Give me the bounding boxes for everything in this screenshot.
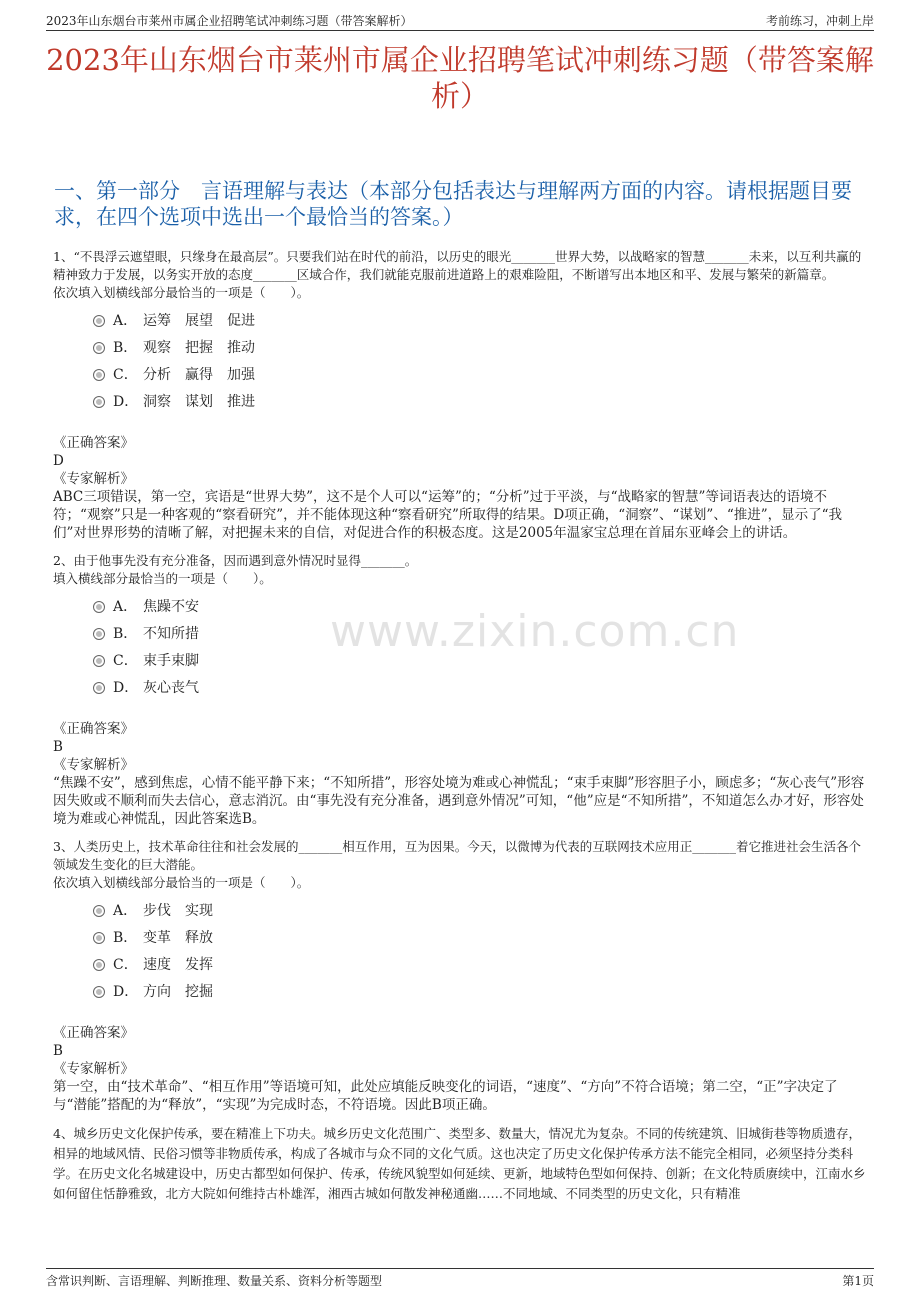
- answer-value: D: [53, 453, 64, 469]
- analysis-text: “焦躁不安”，感到焦虑，心情不能平静下来；“不知所措”，形容处境为难或心神慌乱；“束手束脚”形容胆子小，顾虑多；“灰心丧气”形容因失败或不顺利而失去信心，意志消沉。由“事先没有充分准备，遇到意外情况”可知，“他”应是“不知所措”，不知道怎么办才好，形容处境为难或心神慌乱，因此答案选B。: [53, 775, 865, 827]
- option-label: A．: [113, 903, 138, 919]
- option-b[interactable]: [93, 621, 870, 648]
- footer-topics: 含常识判断、言语理解、判断推理、数量关系、资料分析等题型: [46, 1274, 383, 1288]
- option-text: 灰心丧气: [143, 680, 199, 696]
- radio-icon[interactable]: [93, 342, 105, 354]
- radio-icon[interactable]: [93, 396, 105, 408]
- document-title: 2023年山东烟台市莱州市属企业招聘笔试冲刺练习题（带答案解析）: [46, 43, 874, 113]
- option-label: D．: [113, 984, 139, 1000]
- option-text: 运筹 展望 促进: [143, 313, 255, 329]
- option-text: 分析 赢得 加强: [143, 367, 255, 383]
- option-text: 束手束脚: [143, 653, 199, 669]
- option-d[interactable]: [93, 389, 870, 416]
- option-label: C．: [113, 653, 138, 669]
- radio-icon[interactable]: [93, 959, 105, 971]
- option-a[interactable]: [93, 594, 870, 621]
- question-3: [53, 838, 870, 1114]
- option-a[interactable]: [93, 308, 870, 335]
- radio-icon[interactable]: [93, 905, 105, 917]
- question-text: 2、由于他事先没有充分准备，因而遇到意外情况时显得_______。: [53, 553, 418, 568]
- answer-heading: 《正确答案》: [53, 1025, 134, 1041]
- option-list: [93, 594, 870, 702]
- question-text: 3、人类历史上，技术革命往往和社会发展的_______相互作用，互为因果。今天，以微博为代表的互联网技术应用正_______着它推进社会生活各个领域发生变化的巨大潜能。: [53, 839, 861, 872]
- option-text: 观察 把握 推动: [143, 340, 255, 356]
- answer-heading: 《正确答案》: [53, 435, 134, 451]
- option-text: 方向 挖掘: [143, 984, 213, 1000]
- analysis-text: 第一空，由“技术革命”、“相互作用”等语境可知，此处应填能反映变化的词语，“速度”、“方向”不符合语境；第二空，“正”字决定了与“潜能”搭配的为“释放”，“实现”为完成时态，不符语境。因此B项正确。: [53, 1079, 838, 1113]
- option-label: B．: [113, 930, 138, 946]
- option-label: D．: [113, 680, 139, 696]
- option-c[interactable]: [93, 362, 870, 389]
- option-a[interactable]: [93, 898, 870, 925]
- header-doc-title: 2023年山东烟台市莱州市属企业招聘笔试冲刺练习题（带答案解析）: [46, 14, 413, 28]
- watermark: www.zixin.com.cn: [330, 606, 740, 657]
- option-c[interactable]: [93, 952, 870, 979]
- option-text: 焦躁不安: [143, 599, 199, 615]
- option-d[interactable]: [93, 675, 870, 702]
- option-label: D．: [113, 394, 139, 410]
- radio-icon[interactable]: [93, 601, 105, 613]
- answer-block: [53, 720, 870, 774]
- option-label: B．: [113, 626, 138, 642]
- option-label: B．: [113, 340, 138, 356]
- option-label: C．: [113, 367, 138, 383]
- question-instruction: 依次填入划横线部分最恰当的一项是（ ）。: [53, 285, 310, 300]
- page-footer: [46, 1268, 874, 1287]
- option-c[interactable]: [93, 648, 870, 675]
- question-instruction: 依次填入划横线部分最恰当的一项是（ ）。: [53, 875, 310, 890]
- answer-heading: 《正确答案》: [53, 721, 134, 737]
- questions-content: [53, 248, 870, 1212]
- option-d[interactable]: [93, 979, 870, 1006]
- radio-icon[interactable]: [93, 682, 105, 694]
- analysis-heading: 《专家解析》: [53, 1061, 134, 1077]
- analysis-heading: 《专家解析》: [53, 757, 134, 773]
- question-1: [53, 248, 870, 542]
- answer-block: [53, 434, 870, 488]
- answer-block: [53, 1024, 870, 1078]
- option-text: 不知所措: [143, 626, 199, 642]
- answer-value: B: [53, 1043, 63, 1059]
- analysis-heading: 《专家解析》: [53, 471, 134, 487]
- radio-icon[interactable]: [93, 986, 105, 998]
- radio-icon[interactable]: [93, 655, 105, 667]
- option-label: C．: [113, 957, 138, 973]
- option-text: 变革 释放: [143, 930, 213, 946]
- header-slogan: 考前练习，冲刺上岸: [765, 14, 874, 28]
- option-list: [93, 308, 870, 416]
- option-text: 速度 发挥: [143, 957, 213, 973]
- option-list: [93, 898, 870, 1006]
- question-instruction: 填入横线部分最恰当的一项是（ ）。: [53, 571, 272, 586]
- question-text: 4、城乡历史文化保护传承，要在精准上下功夫。城乡历史文化范围广、类型多、数量大，情况尤为复杂。不同的传统建筑、旧城街巷等物质遗存，相异的地域风情、民俗习惯等非物质传承，构成了各城市与众不同的文化气质。这也决定了历史文化保护传承方法不能完全相同，必须坚持分类科学。在历史文化名城建设中，历史古都型如何保护、传承，传统风貌型如何延续、更新，地域特色型如何保持、创新；在文化特质赓续中，江南水乡如何留住恬静雅致，北方大院如何维持古朴雄浑，湘西古城如何散发神秘通幽……不同地域、不同类型的历史文化，只有精准: [53, 1126, 866, 1201]
- answer-value: B: [53, 739, 63, 755]
- section-heading: 一、第一部分 言语理解与表达（本部分包括表达与理解两方面的内容。请根据题目要求，在四个选项中选出一个最恰当的答案。）: [54, 179, 852, 229]
- analysis-text: ABC三项错误，第一空，宾语是“世界大势”，这不是个人可以“运筹”的；“分析”过于平淡，与“战略家的智慧”等词语表达的语境不符；“观察”只是一种客观的“察看研究”，并不能体现这种“察看研究”所取得的结果。D项正确，“洞察”、“谋划”、“推进”，显示了“我们”对世界形势的清晰了解，对把握未来的自信，对促进合作的积极态度。这是2005年温家宝总理在首届东亚峰会上的讲话。: [53, 489, 843, 541]
- option-text: 洞察 谋划 推进: [143, 394, 255, 410]
- option-label: A．: [113, 313, 138, 329]
- question-4: [53, 1124, 870, 1204]
- radio-icon[interactable]: [93, 369, 105, 381]
- radio-icon[interactable]: [93, 628, 105, 640]
- option-b[interactable]: [93, 335, 870, 362]
- option-b[interactable]: [93, 925, 870, 952]
- page-header: [46, 10, 874, 31]
- question-2: [53, 552, 870, 828]
- option-text: 步伐 实现: [143, 903, 213, 919]
- radio-icon[interactable]: [93, 932, 105, 944]
- page-number: 第1页: [842, 1274, 874, 1288]
- radio-icon[interactable]: [93, 315, 105, 327]
- question-text: 1、“不畏浮云遮望眼，只缘身在最高层”。只要我们站在时代的前沿，以历史的眼光_______世界大势，以战略家的智慧_______未来，以互利共赢的精神致力于发展，以务实开放的态度_______区域合作，我们就能克服前进道路上的艰难险阻，不断谱写出本地区和平、发展与繁荣的新篇章。: [53, 249, 862, 282]
- option-label: A．: [113, 599, 138, 615]
